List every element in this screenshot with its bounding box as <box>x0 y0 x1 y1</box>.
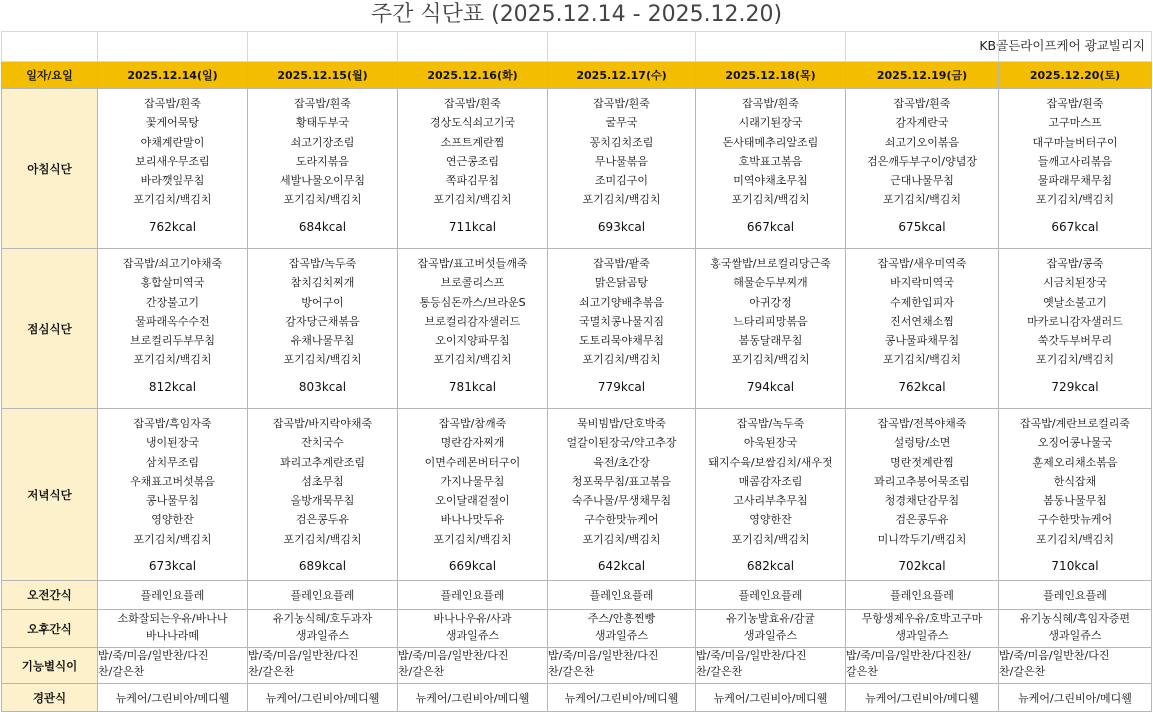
menu-item: 호박표고볶음 <box>738 154 803 168</box>
menu-item: 쑥갓두부버무리 <box>1037 334 1113 348</box>
menu-item: 이면수레몬버터구이 <box>424 455 521 469</box>
tube-feed-label: 경관식 <box>2 684 98 712</box>
menu-item: 물파래옥수수전 <box>135 314 210 328</box>
pm-snack-cell <box>696 610 846 648</box>
meal-cell <box>548 89 696 249</box>
kcal-value: 642kcal <box>597 559 646 574</box>
menu-item: 해물순두부찌개 <box>733 276 808 290</box>
menu-item: 구수한맛뉴케어 <box>584 513 659 527</box>
menu-item: 잡곡밥/흑임자죽 <box>133 417 212 430</box>
menu-item: 봄동나물무침 <box>1043 494 1107 508</box>
menu-item: 대구마늘버터구이 <box>1032 135 1118 149</box>
function-diet-cell <box>846 648 999 684</box>
day-header: 2025.12.20(토) <box>999 62 1152 89</box>
menu-item: 꽈리고추봉어묵조림 <box>874 474 970 488</box>
menu-item: 수제한입피자 <box>890 295 954 309</box>
pm-snack-line: 바나나우유/사과 <box>433 612 512 625</box>
kcal-value: 762kcal <box>898 379 946 394</box>
menu-item: 숙주나물/무생채무침 <box>571 494 672 508</box>
menu-item: 포기김치/백김치 <box>582 532 661 546</box>
menu-item: 감자당근채볶음 <box>285 314 360 328</box>
meal-label-dinner: 저녁식단 <box>2 409 98 581</box>
page-title: 주간 식단표 (2025.12.14 - 2025.12.20) <box>370 2 783 27</box>
menu-item: 청포묵무침/표고볶음 <box>571 474 672 488</box>
pm-snack-line: 무항생제우유/호박고구마 <box>861 612 983 625</box>
menu-item: 잡곡밥/콩죽 <box>1046 257 1104 270</box>
menu-item: 봄동달래무침 <box>738 334 803 348</box>
menu-item: 오징어콩나물국 <box>1037 436 1113 450</box>
pm-snack-cell <box>846 610 999 648</box>
menu-item: 잔치국수 <box>301 436 344 450</box>
tube-feed-cell: 뉴케어/그린비아/메디웰 <box>696 684 846 712</box>
breakfast-row <box>2 89 1152 249</box>
menu-item: 매콤감자조림 <box>738 474 803 488</box>
menu-item: 꽁치김치조림 <box>589 135 654 149</box>
pm-snack-line: 생과일쥬스 <box>295 629 350 642</box>
menu-item: 포기김치/백김치 <box>133 193 212 207</box>
menu-item: 무나물볶음 <box>594 154 649 168</box>
tube-feed-cell: 뉴케어/그린비아/메디웰 <box>398 684 548 712</box>
menu-item: 우채표고버섯볶음 <box>129 474 215 488</box>
tube-feed-cell: 뉴케어/그린비아/메디웰 <box>999 684 1152 712</box>
function-diet-cell <box>696 648 846 684</box>
menu-item: 연근콩조림 <box>445 154 500 168</box>
menu-item: 보리새우무조림 <box>135 154 210 168</box>
menu-item: 진서연채소찜 <box>890 314 954 328</box>
menu-item: 잡곡밥/흰죽 <box>893 97 951 110</box>
am-snack-row <box>2 581 1152 610</box>
function-diet-line: 찬/갈은찬 <box>548 665 595 678</box>
meal-cell <box>98 249 248 409</box>
function-diet-line: 찬/갈은찬 <box>98 665 145 678</box>
function-diet-line: 갈은찬 <box>846 665 878 678</box>
kcal-value: 702kcal <box>898 559 946 574</box>
menu-item: 홍국쌀밥/브로컬리당근죽 <box>710 257 831 270</box>
menu-item: 포기김치/백김치 <box>582 353 661 367</box>
kcal-value: 710kcal <box>1051 559 1099 574</box>
function-diet-cell <box>98 648 248 684</box>
menu-item: 포기김치/백김치 <box>133 532 212 546</box>
tube-feed-cell: 뉴케어/그린비아/메디웰 <box>98 684 248 712</box>
pm-snack-line: 바나나라떼 <box>145 629 200 642</box>
am-snack-cell: 플레인요플레 <box>696 581 846 610</box>
meal-cell <box>548 409 696 581</box>
menu-item: 잡곡밥/흰죽 <box>144 97 201 110</box>
kcal-value: 794kcal <box>746 379 795 394</box>
menu-item: 육전/초간장 <box>593 455 650 469</box>
meal-cell <box>846 249 999 409</box>
function-diet-line: 찬/갈은찬 <box>999 665 1046 678</box>
menu-item: 명란감자찌개 <box>440 436 505 450</box>
function-diet-line: 밥/죽/미음/일반찬/다진 <box>999 649 1110 662</box>
menu-item: 잡곡밥/녹두죽 <box>736 417 805 430</box>
menu-item: 섬초무침 <box>301 474 344 488</box>
pm-snack-line: 주스/안흥찐빵 <box>587 612 656 625</box>
menu-item: 포기김치/백김치 <box>1035 353 1115 367</box>
menu-item: 영양한잔 <box>749 513 792 527</box>
kcal-value: 684kcal <box>298 219 347 234</box>
menu-item: 포기김치/백김치 <box>882 193 962 207</box>
kcal-value: 669kcal <box>448 559 497 574</box>
day-header: 2025.12.14(일) <box>98 62 248 89</box>
kcal-value: 675kcal <box>898 219 946 234</box>
menu-item: 쪽파김무침 <box>445 174 500 188</box>
meal-cell <box>999 89 1152 249</box>
menu-item: 야채계란말이 <box>140 135 205 149</box>
menu-item: 콩나물파채무침 <box>884 334 960 348</box>
menu-item: 통등심돈까스/브라운S <box>419 295 526 309</box>
menu-item: 고사리부추무침 <box>733 494 808 508</box>
kcal-value: 803kcal <box>298 379 347 394</box>
header-label: 일자/요일 <box>2 62 98 89</box>
menu-item: 브로콜리스프 <box>440 276 505 290</box>
function-diet-cell <box>398 648 548 684</box>
kcal-value: 762kcal <box>148 219 197 234</box>
menu-item: 고구마스프 <box>1048 116 1102 130</box>
menu-item: 세발나물오이무침 <box>279 174 365 188</box>
menu-item: 브로컬리감자샐러드 <box>424 314 521 328</box>
menu-item: 설렁탕/소면 <box>893 436 951 450</box>
meal-cell <box>846 409 999 581</box>
pm-snack-cell <box>999 610 1152 648</box>
menu-item: 한식잡채 <box>1053 474 1097 488</box>
menu-item: 시래기된장국 <box>738 116 803 130</box>
menu-item: 포기김치/백김치 <box>731 353 810 367</box>
am-snack-cell: 플레인요플레 <box>248 581 398 610</box>
menu-item: 훈제오리채소볶음 <box>1032 455 1118 469</box>
pm-snack-line: 생과일쥬스 <box>445 629 500 642</box>
day-header: 2025.12.17(수) <box>548 62 696 89</box>
menu-item: 잡곡밥/녹두죽 <box>288 257 357 270</box>
menu-item: 잡곡밥/전복야채죽 <box>877 417 967 430</box>
menu-item: 홍합살미역국 <box>140 276 205 290</box>
menu-item: 올방개묵무침 <box>290 494 355 508</box>
menu-item: 얼갈이된장국/약고추장 <box>566 436 677 450</box>
function-diet-line: 밥/죽/미음/일반찬/다진 <box>248 649 359 662</box>
menu-item: 마카로니감자샐러드 <box>1027 314 1123 328</box>
function-diet-line: 밥/죽/미음/일반찬/다진 <box>696 649 807 662</box>
pm-snack-row <box>2 610 1152 648</box>
function-diet-line: 찬/갈은찬 <box>696 665 743 678</box>
menu-item: 도라지볶음 <box>295 154 350 168</box>
kcal-value: 682kcal <box>746 559 795 574</box>
menu-item: 포기김치/백김치 <box>283 353 362 367</box>
tube-feed-cell: 뉴케어/그린비아/메디웰 <box>548 684 696 712</box>
menu-item: 청경채단감무침 <box>884 494 960 508</box>
menu-item: 바나나맛두유 <box>440 513 505 527</box>
menu-item: 검은콩두유 <box>295 513 350 527</box>
menu-item: 황태두부국 <box>295 116 350 130</box>
menu-item: 시금치된장국 <box>1043 276 1107 290</box>
menu-item: 국멸치콩나물지짐 <box>578 314 664 328</box>
menu-item: 영양한잔 <box>151 513 194 527</box>
menu-item: 잡곡밥/참깨죽 <box>438 417 507 430</box>
kcal-value: 693kcal <box>597 219 646 234</box>
pm-snack-line: 유기농식혜/호두과자 <box>272 612 373 625</box>
function-diet-line: 밥/죽/미음/일반찬/다진 <box>398 649 509 662</box>
menu-item: 간장불고기 <box>145 295 200 309</box>
menu-item: 잡곡밥/흰죽 <box>742 97 799 110</box>
pm-snack-cell <box>98 610 248 648</box>
menu-item: 쇠고기오이볶음 <box>884 135 960 149</box>
kcal-value: 812kcal <box>148 379 197 394</box>
menu-item: 명란젓계란찜 <box>890 455 954 469</box>
menu-item: 잡곡밥/새우미역죽 <box>877 257 967 270</box>
menu-item: 포기김치/백김치 <box>731 193 810 207</box>
menu-item: 조미김구이 <box>594 174 649 188</box>
day-header: 2025.12.19(금) <box>846 62 999 89</box>
menu-item: 아욱된장국 <box>743 436 798 450</box>
menu-item: 바라깻잎무침 <box>140 174 205 188</box>
menu-item: 감자계란국 <box>895 116 949 130</box>
menu-item: 돼지수육/보쌈김치/새우젓 <box>708 455 833 469</box>
tube-feed-row <box>2 684 1152 712</box>
meal-cell <box>696 249 846 409</box>
meal-label-lunch: 점심식단 <box>2 249 98 409</box>
title-spacer-row <box>2 32 1152 62</box>
kcal-value: 667kcal <box>1051 219 1099 234</box>
pm-snack-cell <box>398 610 548 648</box>
menu-item: 포기김치/백김치 <box>283 193 362 207</box>
kcal-value: 667kcal <box>746 219 795 234</box>
function-diet-line: 밥/죽/미음/일반찬/다진 <box>548 649 659 662</box>
menu-item: 방어구이 <box>301 295 344 309</box>
dinner-row <box>2 409 1152 581</box>
menu-item: 미역야채초무침 <box>733 174 808 188</box>
menu-item: 잡곡밥/흰죽 <box>1046 97 1104 110</box>
menu-item: 잡곡밥/표고버섯들깨죽 <box>417 257 528 270</box>
day-header: 2025.12.16(화) <box>398 62 548 89</box>
menu-item: 아귀강정 <box>749 295 792 309</box>
menu-item: 느타리피망볶음 <box>733 314 808 328</box>
menu-item: 가지나물무침 <box>440 474 505 488</box>
menu-item: 잡곡밥/바지락야채죽 <box>272 417 373 430</box>
pm-snack-line: 생과일쥬스 <box>594 629 649 642</box>
am-snack-cell: 플레인요플레 <box>548 581 696 610</box>
menu-item: 포기김치/백김치 <box>433 353 512 367</box>
pm-snack-line: 생과일쥬스 <box>895 629 949 642</box>
menu-item: 근대나물무침 <box>890 174 954 188</box>
meal-cell <box>846 89 999 249</box>
menu-item: 경상도식쇠고기국 <box>429 116 515 130</box>
am-snack-cell: 플레인요플레 <box>846 581 999 610</box>
pm-snack-line: 생과일쥬스 <box>743 629 798 642</box>
menu-item: 오이달래겉절이 <box>435 494 510 508</box>
tube-feed-cell: 뉴케어/그린비아/메디웰 <box>846 684 999 712</box>
meal-cell <box>398 249 548 409</box>
menu-item: 검은콩두유 <box>895 513 949 527</box>
meal-cell <box>248 409 398 581</box>
pm-snack-line: 유기농발효유/감귤 <box>726 612 815 625</box>
am-snack-cell: 플레인요플레 <box>98 581 248 610</box>
pm-snack-line: 생과일쥬스 <box>1048 629 1102 642</box>
kcal-value: 711kcal <box>448 219 497 234</box>
meal-cell <box>999 249 1152 409</box>
menu-item: 잡곡밥/흰죽 <box>294 97 351 110</box>
menu-item: 포기김치/백김치 <box>582 193 661 207</box>
menu-item: 바지락미역국 <box>890 276 954 290</box>
menu-item: 잡곡밥/흰죽 <box>444 97 501 110</box>
menu-item: 포기김치/백김치 <box>882 353 962 367</box>
function-diet-line: 밥/죽/미음/일반찬/다진 <box>98 649 209 662</box>
menu-item: 구수한맛뉴케어 <box>1037 513 1113 527</box>
function-diet-line: 찬/갈은찬 <box>248 665 295 678</box>
facility-name: KB골든라이프케어 광교빌리지 <box>979 38 1145 53</box>
meal-cell <box>248 249 398 409</box>
menu-item: 유채나물무침 <box>290 334 355 348</box>
menu-item: 포기김치/백김치 <box>133 353 212 367</box>
pm-snack-cell <box>248 610 398 648</box>
kcal-value: 673kcal <box>148 559 197 574</box>
menu-item: 도토리묵야채무침 <box>578 334 664 348</box>
function-diet-line: 밥/죽/미음/일반찬/다진찬/ <box>846 649 971 662</box>
menu-item: 검은깨두부구이/양념장 <box>867 154 977 168</box>
pm-snack-line: 소화잘되는우유/바나나 <box>117 612 228 625</box>
menu-item: 물파래무채무침 <box>1037 174 1113 188</box>
day-header: 2025.12.18(목) <box>696 62 846 89</box>
kcal-value: 729kcal <box>1051 379 1099 394</box>
meal-cell <box>696 409 846 581</box>
pm-snack-line: 유기농식혜/흑임자증편 <box>1020 612 1130 625</box>
function-diet-row <box>2 648 1152 684</box>
menu-item: 오이지양파무침 <box>435 334 510 348</box>
meal-cell <box>999 409 1152 581</box>
day-header: 2025.12.15(월) <box>248 62 398 89</box>
lunch-row <box>2 249 1152 409</box>
menu-item: 브로컬리두부무침 <box>129 334 215 348</box>
date-header-row <box>2 62 1152 89</box>
tube-feed-cell: 뉴케어/그린비아/메디웰 <box>248 684 398 712</box>
menu-item: 쇠고기양배추볶음 <box>578 295 664 309</box>
menu-item: 잡곡밥/팥죽 <box>593 257 650 270</box>
am-snack-label: 오전간식 <box>2 581 98 610</box>
am-snack-cell: 플레인요플레 <box>999 581 1152 610</box>
function-diet-cell <box>999 648 1152 684</box>
function-diet-label: 기능별식이 <box>2 648 98 684</box>
function-diet-line: 찬/갈은찬 <box>398 665 445 678</box>
pm-snack-label: 오후간식 <box>2 610 98 648</box>
menu-item: 굴무국 <box>605 116 638 130</box>
kcal-value: 779kcal <box>597 379 646 394</box>
menu-item: 쇠고기장조림 <box>290 135 355 149</box>
menu-item: 맑은닭곰탕 <box>594 276 649 290</box>
menu-item: 포기김치/백김치 <box>1035 193 1115 207</box>
menu-item: 참치김치찌개 <box>290 276 355 290</box>
pm-snack-cell <box>548 610 696 648</box>
menu-item: 옛날소불고기 <box>1043 295 1107 309</box>
menu-item: 포기김치/백김치 <box>433 193 512 207</box>
menu-item: 소프트계란찜 <box>440 135 505 149</box>
menu-item: 포기김치/백김치 <box>1035 532 1115 546</box>
kcal-value: 689kcal <box>298 559 347 574</box>
meal-cell <box>398 89 548 249</box>
menu-item: 포기김치/백김치 <box>731 532 810 546</box>
menu-item: 포기김치/백김치 <box>283 532 362 546</box>
menu-item: 잡곡밥/쇠고기야채죽 <box>122 257 223 270</box>
menu-item: 잡곡밥/흰죽 <box>593 97 650 110</box>
menu-item: 삼치무조림 <box>145 455 200 469</box>
menu-item: 포기김치/백김치 <box>433 532 512 546</box>
am-snack-cell: 플레인요플레 <box>398 581 548 610</box>
kcal-value: 781kcal <box>448 379 497 394</box>
menu-item: 꽈리고추계란조림 <box>279 455 365 469</box>
menu-item: 돈사태메추리알조림 <box>722 135 819 149</box>
menu-item: 꽃게어묵탕 <box>145 116 200 130</box>
meal-cell <box>398 409 548 581</box>
meal-cell <box>248 89 398 249</box>
meal-cell <box>696 89 846 249</box>
menu-item: 냉이된장국 <box>145 436 200 450</box>
meal-label-breakfast: 아침식단 <box>2 89 98 249</box>
menu-item: 콩나물무침 <box>145 494 200 508</box>
weekly-menu-table <box>1 31 1152 712</box>
function-diet-cell <box>248 648 398 684</box>
meal-cell <box>548 249 696 409</box>
menu-item: 묵비빔밥/단호박죽 <box>577 417 666 430</box>
menu-item: 미니깍두기/백김치 <box>877 532 967 546</box>
menu-item: 잡곡밥/계란브로컬리죽 <box>1020 417 1130 430</box>
meal-cell <box>98 89 248 249</box>
function-diet-cell <box>548 648 696 684</box>
menu-item: 들깨고사리볶음 <box>1037 154 1113 168</box>
meal-cell <box>98 409 248 581</box>
